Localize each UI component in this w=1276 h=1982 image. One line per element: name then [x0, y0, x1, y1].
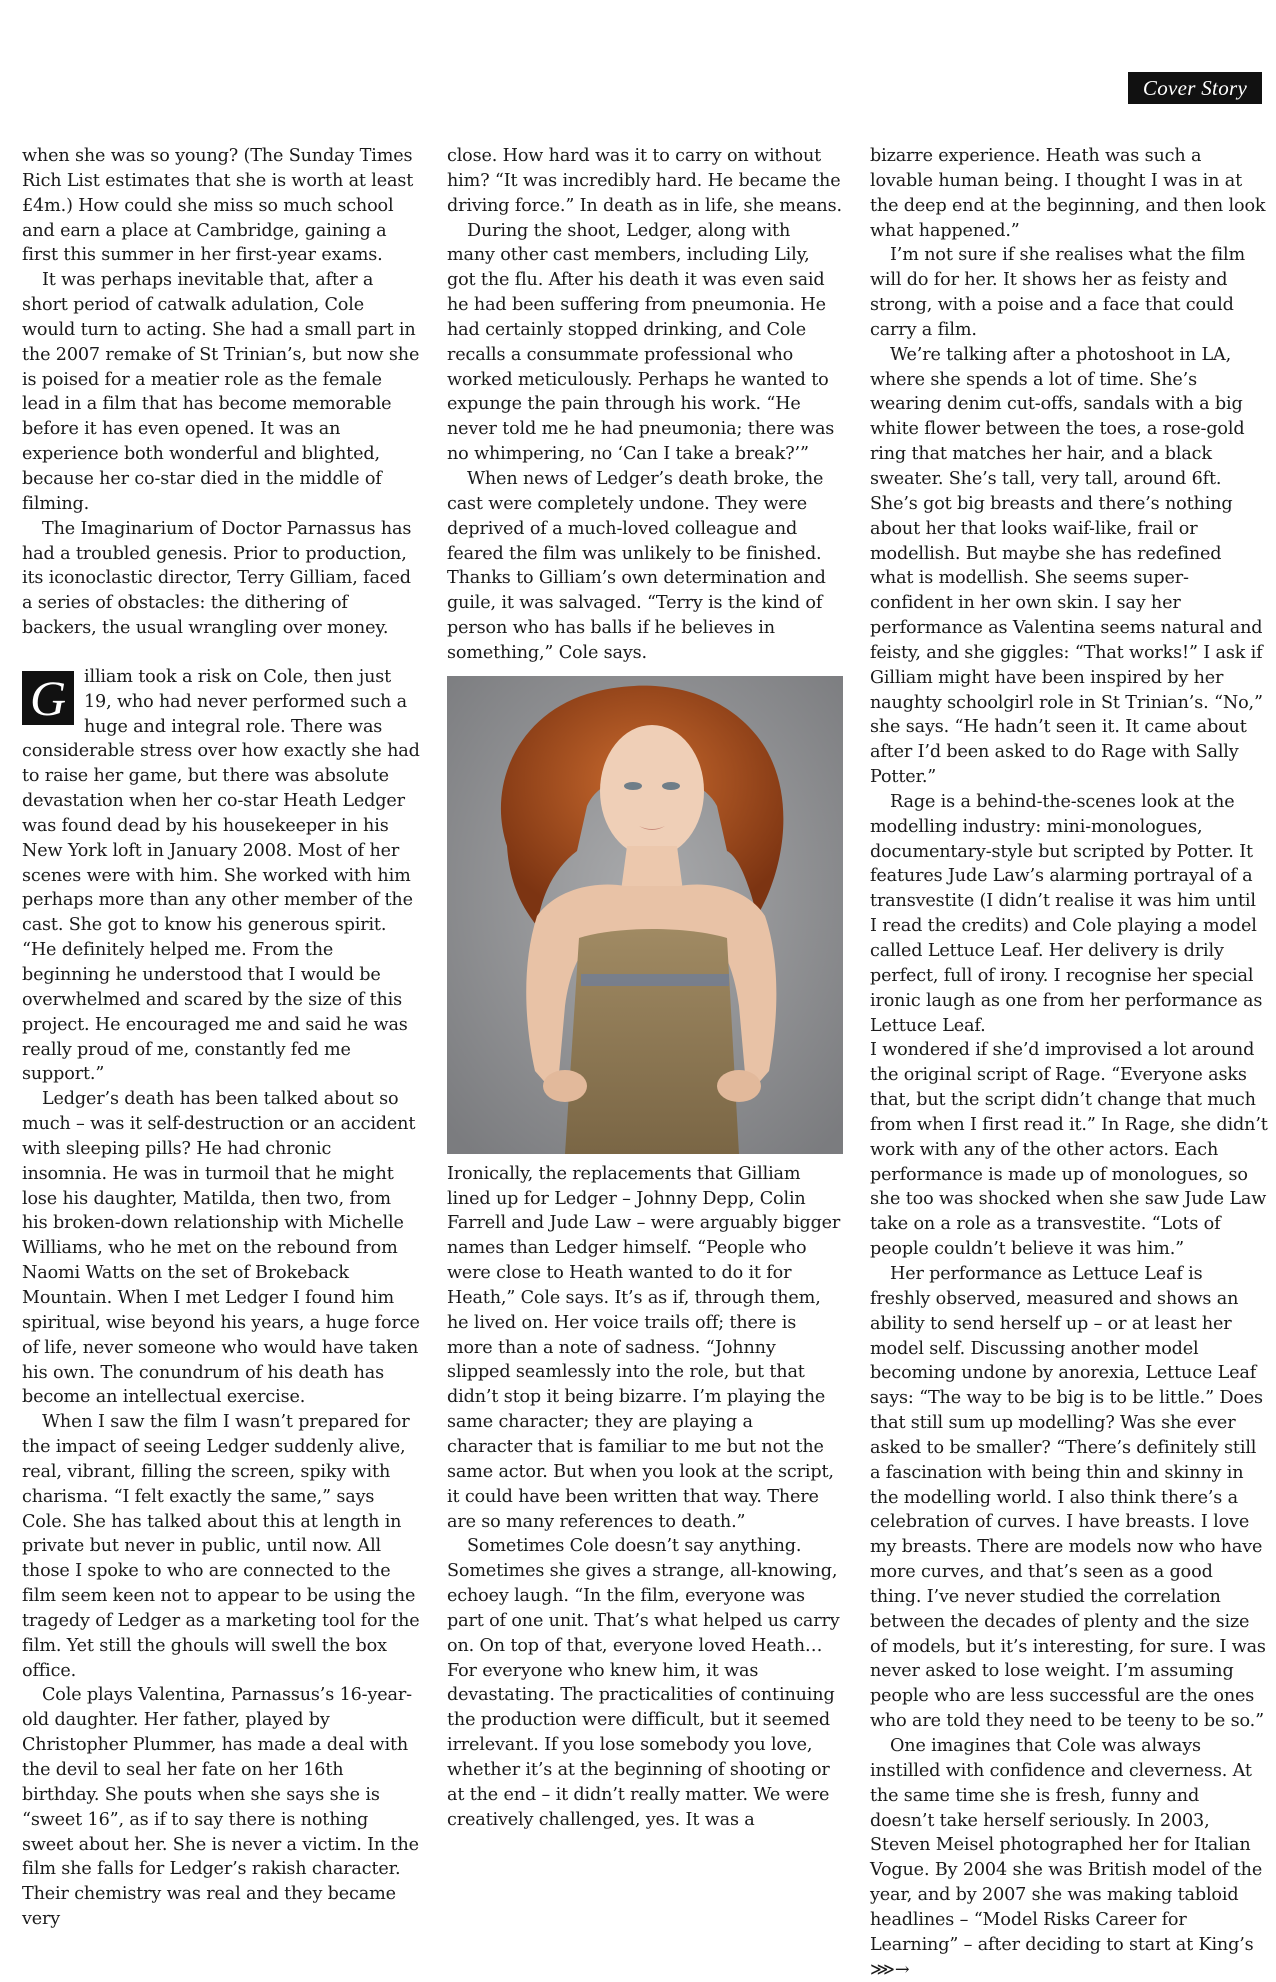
paragraph: I wondered if she’d improvised a lot around the original script of Rage. “Everyone asks that, but the script didn’t change that much from when I first read it.” In Rage, she didn’t work with any of the other actors. Each performance is made up of monologues, so she too was shocked when she saw Jude Law take on a role as a transvestite. “Lots of people couldn’t believe it was him.”: [870, 1040, 1268, 1260]
article-column-3: [870, 144, 1268, 1982]
paragraph: Ledger’s death has been talked about so much – was it self-destruction or an accident with sleeping pills? He had chronic insomnia. He was in turmoil that he might lose his daughter, Matilda, then two, from his broken-down relationship with Michelle Williams, who he met on the rebound from Naomi Watts on the set of Brokeback Mountain. When I met Ledger I found him spiritual, wise beyond his years, a huge force of life, never someone who would have taken his own. The conundrum of his death has become an intellectual exercise.: [22, 1089, 420, 1408]
paragraph-dropcap: [22, 665, 420, 1087]
paragraph: close. How hard was it to carry on without him? “It was incredibly hard. He became the driving force.” In death as in life, she means.: [447, 146, 842, 216]
paragraph-text: illiam took a risk on Cole, then just 19, who had never performed such a huge and integral role. There was considerable stress over how exactly she had to raise her game, but there was absolute devastation when her co-star Heath Ledger was found dead by his housekeeper in his New York loft in January 2008. Most of her scenes were with him. She worked with him perhaps more than any other member of the cast. She got to know his generous spirit. “He definitely helped me. From the beginning he understood that I would be overwhelmed and scared by the size of this project. He encouraged me and said he was really proud of me, constantly fed me support.”: [22, 666, 420, 1085]
drop-cap: G: [22, 671, 74, 725]
section-tag-cover-story: Cover Story: [1128, 72, 1262, 104]
paragraph: Rage is a behind-the-scenes look at the modelling industry: mini-monologues, documentary-style but scripted by Potter. It features Jude Law’s alarming portrayal of a transvestite (I didn’t realise it was him until I read the credits) and Cole playing a model called Lettuce Leaf. Her delivery is drily perfect, full of irony. I recognise her special ironic laugh as one from her performance as Lettuce Leaf.: [870, 791, 1263, 1036]
paragraph: Ironically, the replacements that Gilliam lined up for Ledger – Johnny Depp, Colin Farrell and Jude Law – were arguably bigger names than Ledger himself. “People who were close to Heath wanted to do it for Heath,” Cole says. It’s as if, through them, he lived on. Her voice trails off; there is more than a note of sadness. “Johnny slipped seamlessly into the role, but that didn’t stop it being bizarre. I’m playing the same character; they are playing a character that is familiar to me but not the same actor. But when you look at the script, it could have been written that way. There are so many references to death.”: [447, 1163, 841, 1532]
continue-arrow-icon: ⋙→: [870, 1959, 910, 1980]
paragraph: The Imaginarium of Doctor Parnassus has had a troubled genesis. Prior to production, its iconoclastic director, Terry Gilliam, faced a series of obstacles: the dithering of backers, the usual wrangling over money.: [22, 518, 412, 639]
paragraph: Cole plays Valentina, Parnassus’s 16-year-old daughter. Her father, played by Christopher Plummer, has made a deal with the devil to seal her fate on her 16th birthday. She pouts when she says she is “sweet 16”, as if to say there is nothing sweet about her. She is never a victim. In the film she falls for Ledger’s rakish character. Their chemistry was real and they became very: [22, 1685, 419, 1930]
portrait-illustration: [447, 676, 843, 1154]
paragraph: When I saw the film I wasn’t prepared for the impact of seeing Ledger suddenly alive, real, vibrant, filling the screen, spiky with charisma. “I felt exactly the same,” says Cole. She has talked about this at length in private but never in public, until now. All those I spoke to who are connected to the film seem keen not to appear to be using the tragedy of Ledger as a marketing tool for the film. Yet still the ghouls will swell the box office.: [22, 1412, 420, 1681]
paragraph-text: One imagines that Cole was always instilled with confidence and cleverness. At the same time she is fresh, funny and doesn’t take herself seriously. In 2003, Steven Meisel photographed her for Italian Vogue. By 2004 she was British model of the year, and by 2007 she was making tabloid headlines – “Model Risks Career for Learning” – after deciding to start at King’s: [870, 1736, 1263, 1955]
paragraph: [870, 1734, 1268, 1982]
paragraph: Her performance as Lettuce Leaf is freshly observed, measured and shows an ability to send herself up – or at least her model self. Discussing another model becoming undone by anorexia, Lettuce Leaf says: “The way to be big is to be little.” Does that still sum up modelling? Was she ever asked to be smaller? “There’s definitely still a fascination with being thin and skinny in the modelling world. I also think there’s a celebration of curves. I have breasts. I love my breasts. There are models now who have more curves, and that’s seen as a good thing. I’ve never studied the correlation between the decades of plenty and the size of models, but it’s interesting, for sure. I was never asked to lose weight. I’m assuming people who are less successful are the ones who are told they need to be teeny to be so.”: [870, 1263, 1266, 1732]
paragraph: I’m not sure if she realises what the film will do for her. It shows her as feisty and strong, with a poise and a face that could carry a film.: [870, 245, 1245, 340]
paragraph: bizarre experience. Heath was such a lovable human being. I thought I was in at the deep end at the beginning, and then look what happened.”: [870, 146, 1266, 241]
article-column-2: [447, 144, 843, 1833]
section-break: [22, 641, 420, 665]
paragraph: when she was so young? (The Sunday Times Rich List estimates that she is worth at least £4m.) How could she miss so much school and earn a place at Cambridge, gaining a first this summer in her first-year exams.: [22, 146, 414, 266]
paragraph: It was perhaps inevitable that, after a short period of catwalk adulation, Cole would turn to acting. She had a small part in the 2007 remake of St Trinian’s, but now she is poised for a meatier role as the female lead in a film that has become memorable before it has even opened. It was an experience both wonderful and blighted, because her co-star died in the middle of filming.: [22, 270, 420, 514]
paragraph: When news of Ledger’s death broke, the cast were completely undone. They were deprived of a much-loved colleague and feared the film was unlikely to be finished. Thanks to Gilliam’s own determination and guile, it was salvaged. “Terry is the kind of person who has balls if he believes in something,” Cole says.: [447, 468, 826, 663]
paragraph: We’re talking after a photoshoot in LA, where she spends a lot of time. She’s wearing denim cut-offs, sandals with a big white flower between the toes, a rose-gold ring that matches her hair, and a black sweater. She’s tall, very tall, around 6ft. She’s got big breasts and there’s nothing about her that looks waif-like, frail or modellish. But maybe she has redefined what is modellish. She seems super-confident in her own skin. I say her performance as Valentina seems natural and feisty, and she giggles: “That works!” I ask if Gilliam might have been inspired by her naughty schoolgirl role in St Trinian’s. “No,” she says. “He hadn’t seen it. It came about after I’d been asked to do Rage with Sally Potter.”: [870, 344, 1263, 788]
paragraph: During the shoot, Ledger, along with many other cast members, including Lily, got the flu. After his death it was even said he had been suffering from pneumonia. He had certainly stopped drinking, and Cole recalls a consummate professional who worked meticulously. Perhaps he wanted to expunge the pain through his work. “He never told me he had pneumonia; there was no whimpering, no ‘Can I take a break?’”: [447, 220, 835, 465]
cover-photo: [447, 676, 843, 1154]
paragraph: Sometimes Cole doesn’t say anything. Sometimes she gives a strange, all-knowing, echoey laugh. “In the film, everyone was part of one unit. That’s what helped us carry on. On top of that, everyone loved Heath… For everyone who knew him, it was devastating. The practicalities of continuing the production were difficult, but it seemed irrelevant. If you lose somebody you love, whether it’s at the beginning of shooting or at the end – it didn’t really matter. We were creatively challenged, yes. It was a: [447, 1536, 840, 1830]
article-column-1: [22, 144, 420, 1932]
